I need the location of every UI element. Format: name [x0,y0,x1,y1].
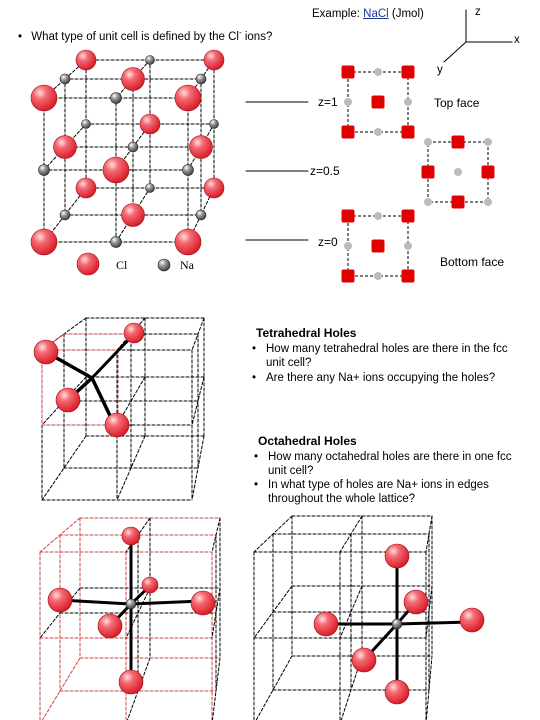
na-ion [111,93,122,104]
cl-ion [105,413,129,437]
cl-ion [190,136,213,159]
bullet: • [254,479,259,491]
layer-label-z05: z=0.5 [310,164,340,178]
na-site [374,128,382,136]
cl-site [402,66,415,79]
cl-ion [352,648,376,672]
nacl-link[interactable]: NaCl [363,8,389,20]
bullet: • [252,343,257,355]
na-ion [82,120,91,129]
na-ion [146,184,155,193]
octa-center-na [392,619,402,629]
cl-site [342,210,355,223]
tetrahedral-heading: Tetrahedral Holes [256,326,357,340]
question-text: What type of unit cell is defined by the Cl [31,30,239,43]
octa-bond [397,622,470,624]
axis-label-x: x [514,34,520,46]
cl-ion [204,178,224,198]
cl-ion [140,114,160,134]
bullet: • [252,372,257,384]
layer-label-z1: z=1 [318,95,338,109]
title-prefix: Example: [312,8,364,20]
cl-site [482,166,495,179]
na-ion [60,74,70,84]
na-ion [146,56,155,65]
legend-na-label: Na [180,258,194,272]
cl-ion [54,136,77,159]
axis-label-y: y [437,64,443,76]
cl-site [402,270,415,283]
question-superscript: - [238,28,242,37]
na-site [404,242,412,250]
na-ion [60,210,70,220]
na-ion [196,74,206,84]
cl-ion [204,50,224,70]
question-bullet: • [18,30,23,43]
na-site [374,68,382,76]
legend-cl-label: Cl [116,258,128,272]
cl-site [342,270,355,283]
cl-ion [76,50,96,70]
cl-ion [98,614,122,638]
layer-label-z0: z=0 [318,235,338,249]
na-site [424,138,432,146]
cl-ion [314,612,338,636]
na-site [484,198,492,206]
cl-ion [48,588,72,612]
cl-site [422,166,435,179]
na-ion [39,165,50,176]
cl-site [372,96,385,109]
cl-ion [122,527,140,545]
cl-ion [31,85,57,111]
cl-ion [385,680,409,704]
na-site [484,138,492,146]
na-site [424,198,432,206]
cl-site [452,136,465,149]
title-suffix: (Jmol) [388,8,424,20]
cl-site [402,210,415,223]
na-ion [128,142,138,152]
y-axis [444,42,466,62]
tetrahedral-q1-text: How many tetrahedral holes are there in the fcc unit cell? [266,343,508,369]
cl-ion [175,229,201,255]
cl-site [342,126,355,139]
na-ion [196,210,206,220]
cl-ion [31,229,57,255]
na-ion [210,120,219,129]
bottom-face-label: Bottom face [440,255,505,269]
na-site [344,98,352,106]
cl-site [452,196,465,209]
cl-site [372,240,385,253]
question-text-end: ions? [241,30,273,43]
na-site [404,98,412,106]
na-site [454,168,462,176]
cl-site [342,66,355,79]
cl-ion [122,68,145,91]
cl-ion [119,670,143,694]
axis-label-z: z [475,6,481,18]
cl-ion [175,85,201,111]
na-ion [183,165,194,176]
na-site [374,212,382,220]
cl-ion [385,544,409,568]
cl-ion [122,204,145,227]
octa-center-na [126,599,136,609]
bullet: • [254,451,259,463]
na-site [344,242,352,250]
tetrahedral-q2-text: Are there any Na+ ions occupying the holes? [266,372,496,384]
cl-ion [34,340,58,364]
cl-ion [103,157,129,183]
cl-site [402,126,415,139]
na-site [374,272,382,280]
legend-cl-atom [77,253,99,275]
cl-ion [56,388,80,412]
top-face-label: Top face [434,96,480,110]
legend-na-atom [158,259,170,271]
cl-ion [404,590,428,614]
cl-ion [76,178,96,198]
octahedral-heading: Octahedral Holes [258,434,357,448]
octahedral-q1-text: How many octahedral holes are there in one fcc unit cell? [268,451,512,477]
cl-ion [124,323,144,343]
cl-ion [460,608,484,632]
na-ion [111,237,122,248]
cl-ion [142,577,158,593]
octahedral-q2-text: In what type of holes are Na+ ions in edges throughout the whole lattice? [268,479,489,505]
cl-ion [191,591,215,615]
